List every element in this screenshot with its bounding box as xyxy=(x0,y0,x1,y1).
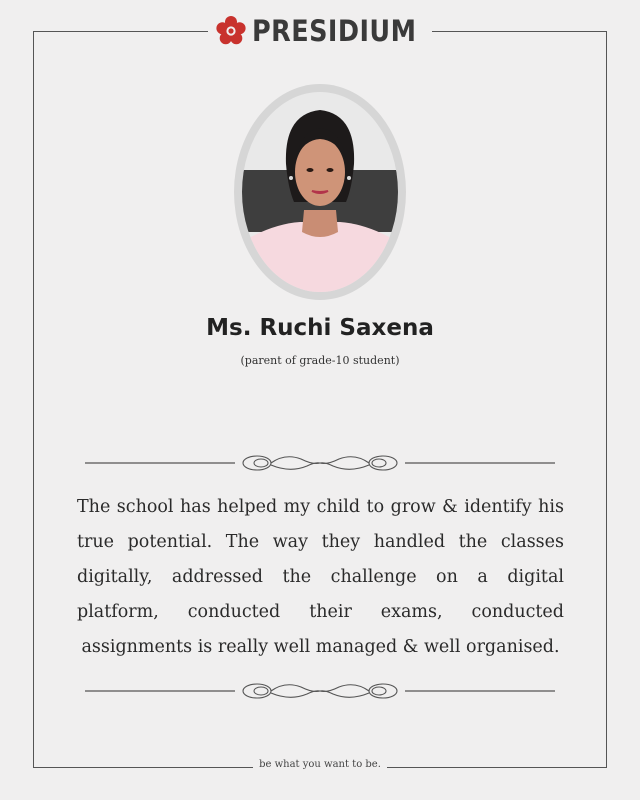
ornamental-divider-icon xyxy=(85,679,555,703)
portrait-frame xyxy=(234,84,406,300)
parent-name: Ms. Ruchi Saxena xyxy=(206,315,434,341)
testimonial-quote: The school has helped my child to grow & identify his true potential. The way they handled the classes digitally, addressed the challenge on a digital platform, conducted their exams, conducted assignments is really well managed & well organised. xyxy=(77,497,564,657)
ornamental-divider-icon xyxy=(85,451,555,475)
tagline-text: be what you want to be. xyxy=(253,759,387,770)
presidium-flower-icon xyxy=(216,16,246,46)
brand-name: PRESIDIUM xyxy=(251,14,417,48)
footer-tagline xyxy=(0,759,640,770)
parent-role: (parent of grade-10 student) xyxy=(240,354,400,367)
brand-logo[interactable] xyxy=(208,14,433,48)
parent-portrait xyxy=(242,92,398,292)
